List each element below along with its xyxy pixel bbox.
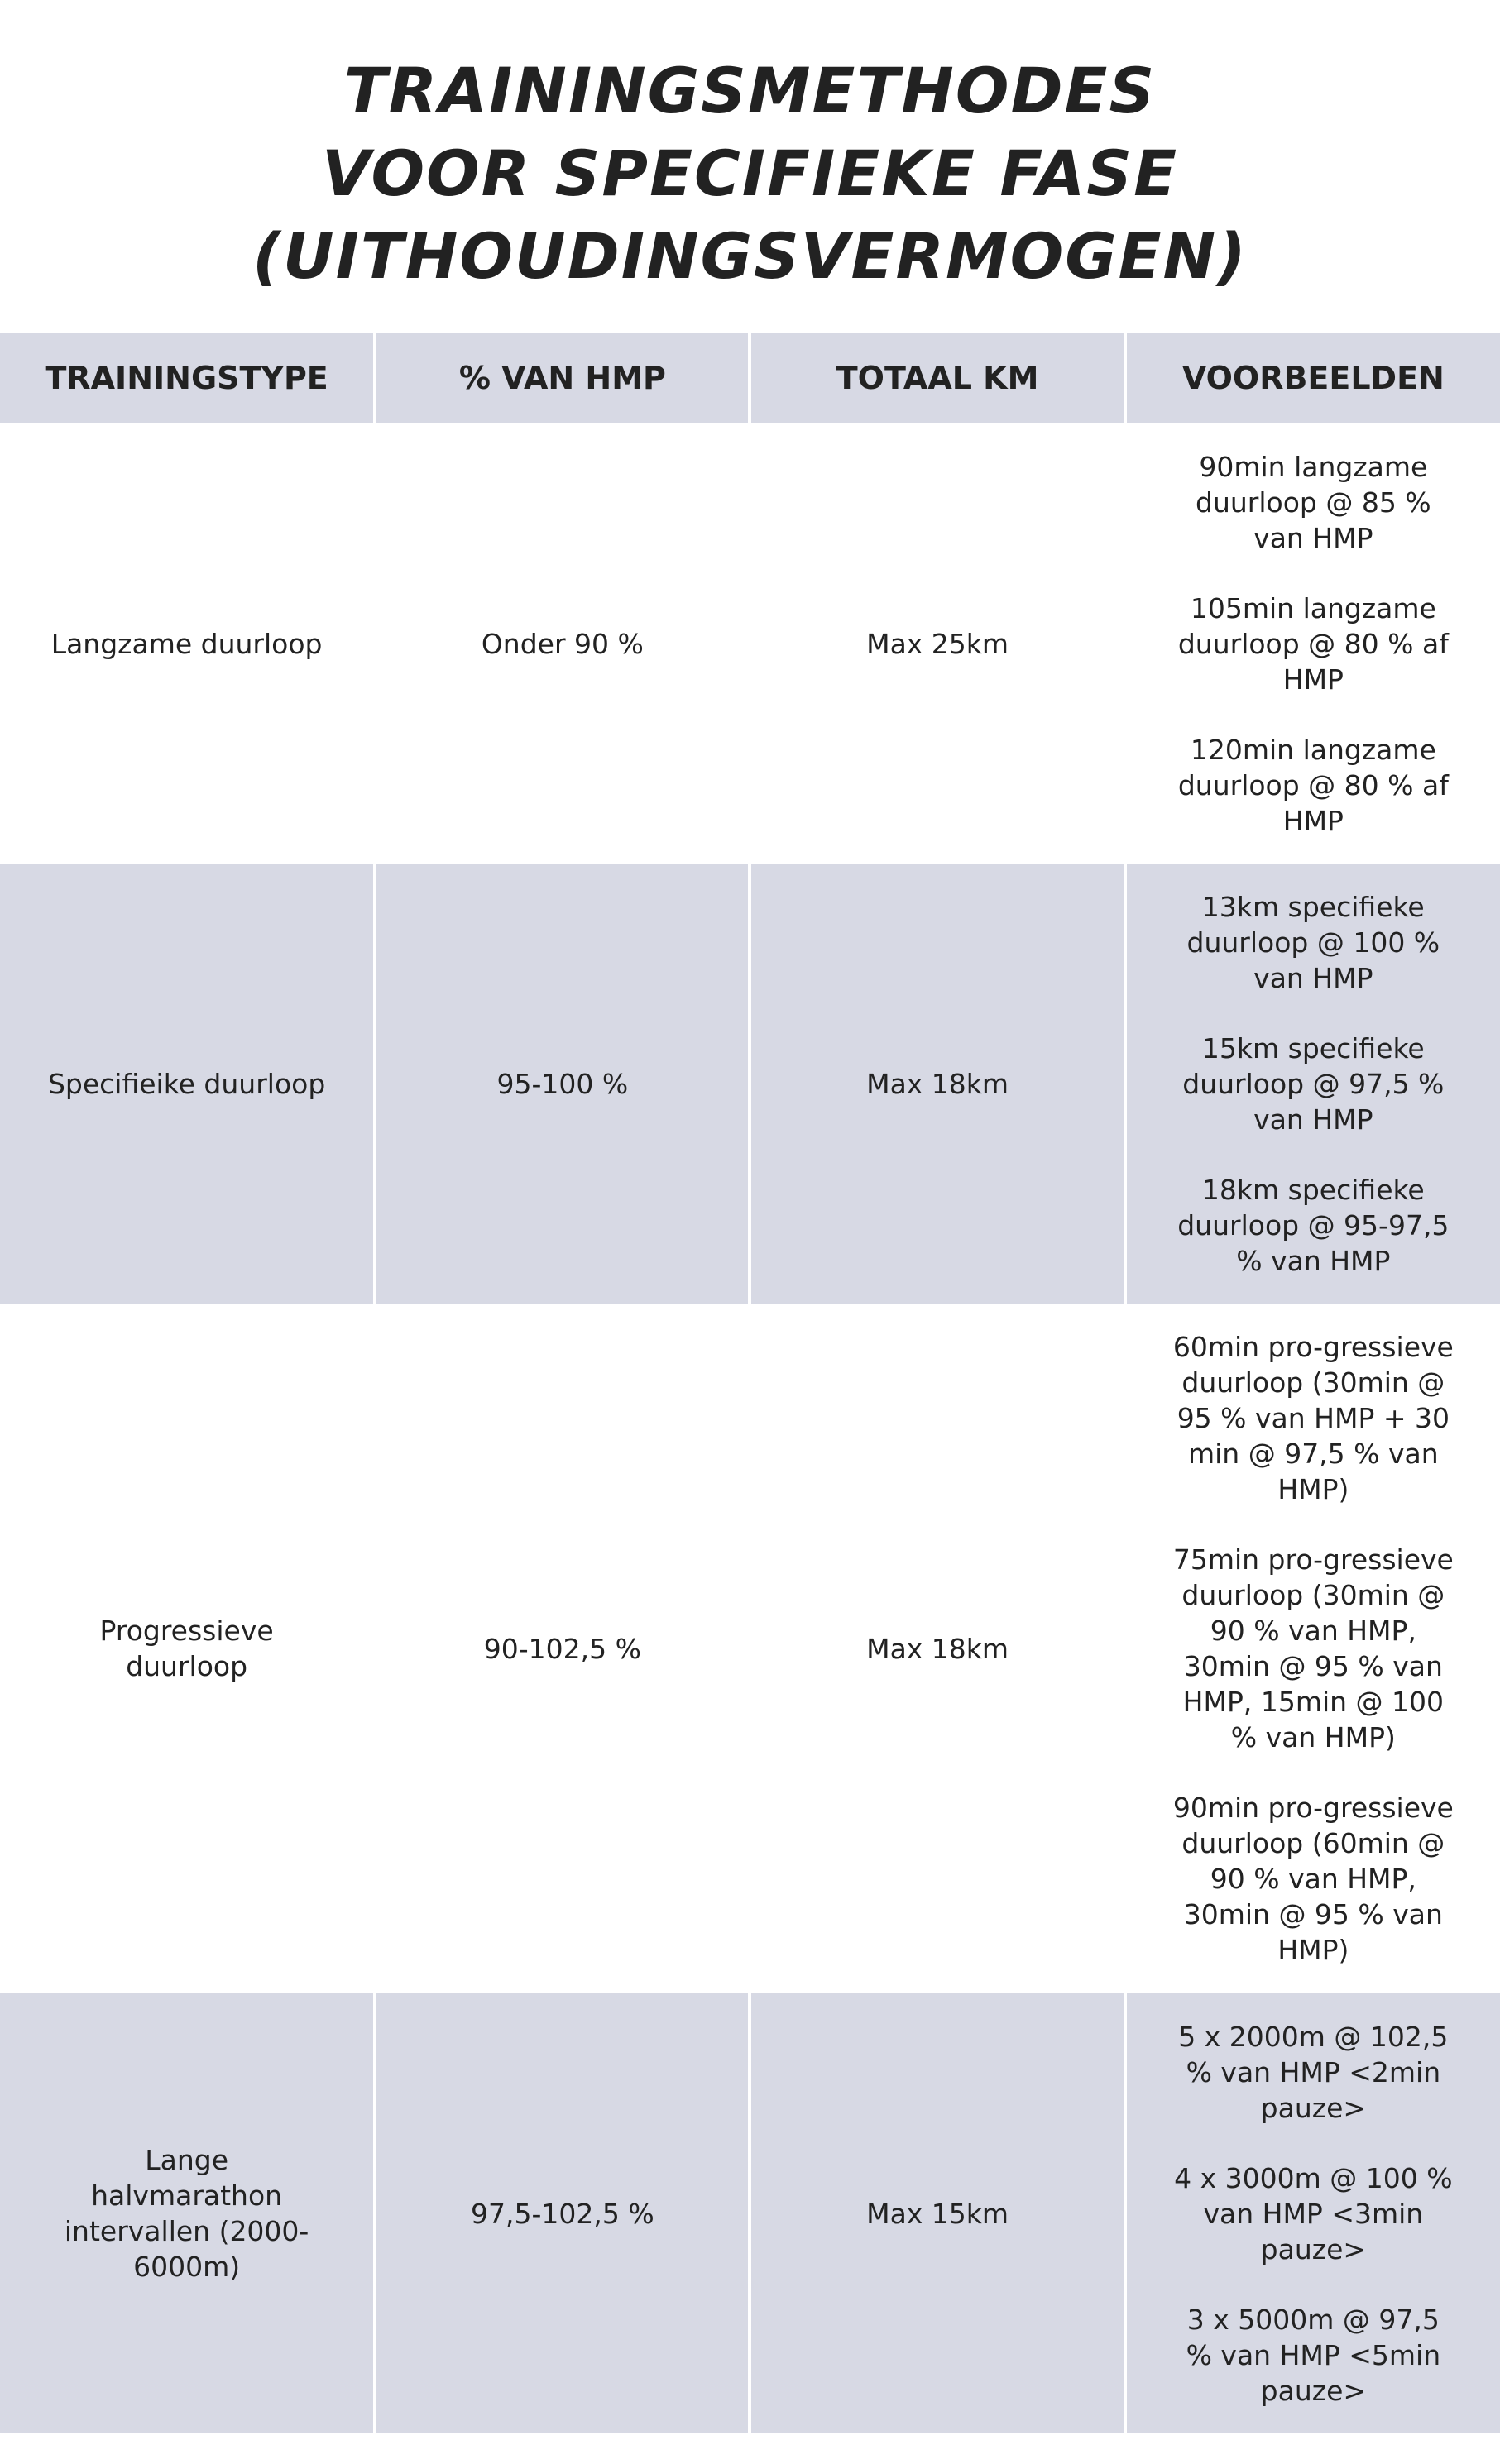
cell-pct	[375, 1993, 750, 2433]
example-text: 5 x 2000m @ 102,5 % van HMP <2min pauze>	[1178, 2020, 1449, 2124]
type-text: Specifieike duurloop	[47, 1067, 326, 1100]
header-voorbeelden: VOORBEELDEN	[1125, 333, 1500, 423]
cell-type	[0, 1304, 375, 1993]
header-row	[0, 333, 1500, 423]
cell-km	[750, 1993, 1124, 2433]
example-text: 15km specifieke duurloop @ 97,5 % van HMP	[1182, 1031, 1445, 1136]
table-row	[0, 1304, 1500, 1993]
title-line-2: VOOR SPECIFIEKE FASE	[321, 136, 1179, 210]
example-text: 75min pro-gressieve duurloop (30min @ 90 % van HMP, 30min @ 95 % van HMP, 15min @ 100 % van HMP)	[1172, 1543, 1454, 1754]
example-text: 60min pro-gressieve duurloop (30min @ 95 % van HMP + 30 min @ 97,5 % van HMP)	[1172, 1331, 1454, 1505]
cell-type	[0, 864, 375, 1304]
type-text: Progressieve duurloop	[99, 1615, 274, 1682]
type-text: Langzame duurloop	[50, 627, 323, 660]
cell-pct	[375, 864, 750, 1304]
example-text: 4 x 3000m @ 100 % van HMP <3min pauze>	[1174, 2161, 1453, 2265]
cell-examples	[1125, 423, 1500, 864]
pct-text: 97,5-102,5 %	[470, 2197, 654, 2230]
example-text: 105min langzame duurloop @ 80 % af HMP	[1177, 591, 1449, 696]
pct-text: 95-100 %	[496, 1067, 629, 1100]
pct-text: 90-102,5 %	[483, 1632, 641, 1665]
km-text: Max 15km	[866, 2197, 1009, 2230]
training-table	[0, 333, 1500, 2433]
cell-examples	[1125, 1304, 1500, 1993]
title-line-3: (UITHOUDINGSVERMOGEN)	[252, 219, 1248, 293]
cell-examples	[1125, 1993, 1500, 2433]
title-line-1: TRAININGSMETHODES	[343, 54, 1157, 127]
table-row	[0, 423, 1500, 864]
example-text: 90min pro-gressieve duurloop (60min @ 90 % van HMP, 30min @ 95 % van HMP)	[1172, 1792, 1454, 1966]
km-text: Max 18km	[866, 1632, 1009, 1665]
example-text: 3 x 5000m @ 97,5 % van HMP <5min pauze>	[1186, 2303, 1441, 2407]
header-pct-hmp: % VAN HMP	[375, 333, 750, 423]
header-trainingstype: TRAININGSTYPE	[0, 333, 375, 423]
km-text: Max 18km	[866, 1067, 1009, 1100]
example-text: 120min langzame duurloop @ 80 % af HMP	[1177, 733, 1449, 837]
cell-pct	[375, 423, 750, 864]
km-text: Max 25km	[866, 627, 1009, 660]
cell-type	[0, 1993, 375, 2433]
table-row	[0, 1993, 1500, 2433]
cell-examples	[1125, 864, 1500, 1304]
type-text: Lange halvmarathon intervallen (2000-6000m)	[64, 2144, 309, 2283]
example-text: 18km specifieke duurloop @ 95-97,5 % van HMP	[1177, 1173, 1450, 1277]
table-row	[0, 864, 1500, 1304]
cell-km	[750, 1304, 1124, 1993]
header-totaal-km: TOTAAL KM	[750, 333, 1124, 423]
cell-km	[750, 423, 1124, 864]
example-text: 90min langzame duurloop @ 85 % van HMP	[1196, 450, 1431, 554]
pct-text: Onder 90 %	[481, 627, 644, 660]
cell-km	[750, 864, 1124, 1304]
cell-pct	[375, 1304, 750, 1993]
cell-type	[0, 423, 375, 864]
page-title	[0, 50, 1500, 298]
example-text: 13km specifieke duurloop @ 100 % van HMP	[1186, 890, 1440, 994]
